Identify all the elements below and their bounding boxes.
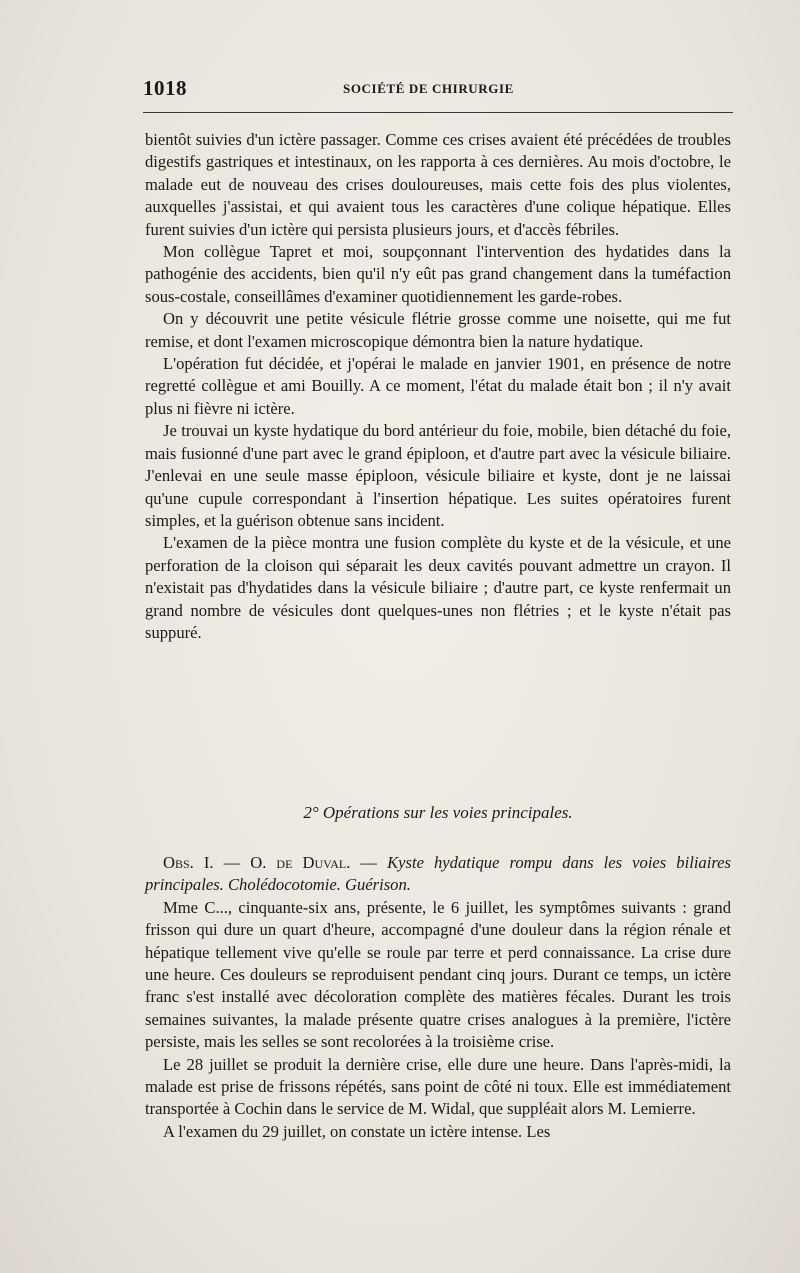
paragraph: Je trouvai un kyste hydatique du bord antérieur du foie, mobile, bien détaché du foie, mais fusionné d'une part avec le grand épiploon, et d'autre part avec la vésicule biliaire. J'enlevai en une seule masse épiploon, vésicule biliaire et kyste, dont je ne laissai qu'une cupule correspondant à l'insertion hépatique. Les suites opératoires furent simples, et la guérison obtenue sans incident. xyxy=(145,421,731,530)
body-text xyxy=(145,129,731,644)
observation-heading xyxy=(145,852,731,897)
paragraph: Mme C..., cinquante-six ans, présente, le 6 juillet, les symptômes suivants : grand frisson qui dure un quart d'heure, accompagné d'une douleur dans la région rénale et hépatique tellement vive qu'elle se roule par terre et perd connaissance. La crise dure une heure. Ces douleurs se reproduisent pendant cinq jours. Durant ce temps, un ictère franc s'est installé avec décoloration complète des matières fécales. Durant les trois semaines suivantes, la malade présente quatre crises analogues à la première, l'ictère persiste, mais les selles se sont recolorées à la troisième crise. xyxy=(145,897,731,1052)
paragraph: On y découvrit une petite vésicule flétrie grosse comme une noisette, qui me fut remise, et dont l'examen microscopique démontra bien la nature hydatique. xyxy=(145,309,731,351)
page-number: 1018 xyxy=(143,76,187,100)
paragraph: A l'examen du 29 juillet, on constate un ictère intense. Les xyxy=(163,1121,551,1141)
observation-label: Obs. I. — O. de Duval. — xyxy=(163,853,378,872)
paragraph: bientôt suivies d'un ictère passager. Comme ces crises avaient été précédées de troubles digestifs gastriques et intestinaux, on les rapporta à ces dernières. Au mois d'octobre, le malade eut de nouveau des crises douloureuses, mais cette fois des plus violentes, auxquelles j'assistai, et qui avaient tous les caractères d'une colique hépatique. Elles furent suivies d'un ictère qui persista plusieurs jours, et d'accès fébriles. xyxy=(145,130,731,239)
paragraph: Mon collègue Tapret et moi, soupçonnant l'intervention des hydatides dans la pathogénie des accidents, bien qu'il n'y eût pas grand changement dans la tuméfaction sous-costale, conseillâmes d'examiner quotidiennement les garde-robes. xyxy=(145,242,731,306)
section-heading: 2° Opérations sur les voies principales. xyxy=(303,803,573,822)
page-header xyxy=(143,76,733,102)
observation-text xyxy=(145,852,731,1143)
observation-title: Kyste hydatique rompu dans les voies biliaires principales. Cholédocotomie. Guérison. xyxy=(145,853,731,895)
header-rule xyxy=(143,112,733,113)
paragraph: L'examen de la pièce montra une fusion complète du kyste et de la vésicule, et une perforation de la cloison qui séparait les deux cavités pouvant admettre un crayon. Il n'existait pas d'hydatides dans la vésicule biliaire ; d'autre part, ce kyste renfermait un grand nombre de vésicules dont quelques-unes non flétries ; et le kyste n'était pas suppuré. xyxy=(145,533,731,642)
paragraph: L'opération fut décidée, et j'opérai le malade en janvier 1901, en présence de notre regretté collègue et ami Bouilly. A ce moment, l'état du malade était bon ; il n'y avait plus ni fièvre ni ictère. xyxy=(145,354,731,418)
paragraph: Le 28 juillet se produit la dernière crise, elle dure une heure. Dans l'après-midi, la malade est prise de frissons répétés, sans point de côté ni toux. Elle est immédiatement transportée à Cochin dans le service de M. Widal, que suppléait alors M. Lemierre. xyxy=(145,1054,731,1119)
running-title: SOCIÉTÉ DE CHIRURGIE xyxy=(343,81,514,96)
